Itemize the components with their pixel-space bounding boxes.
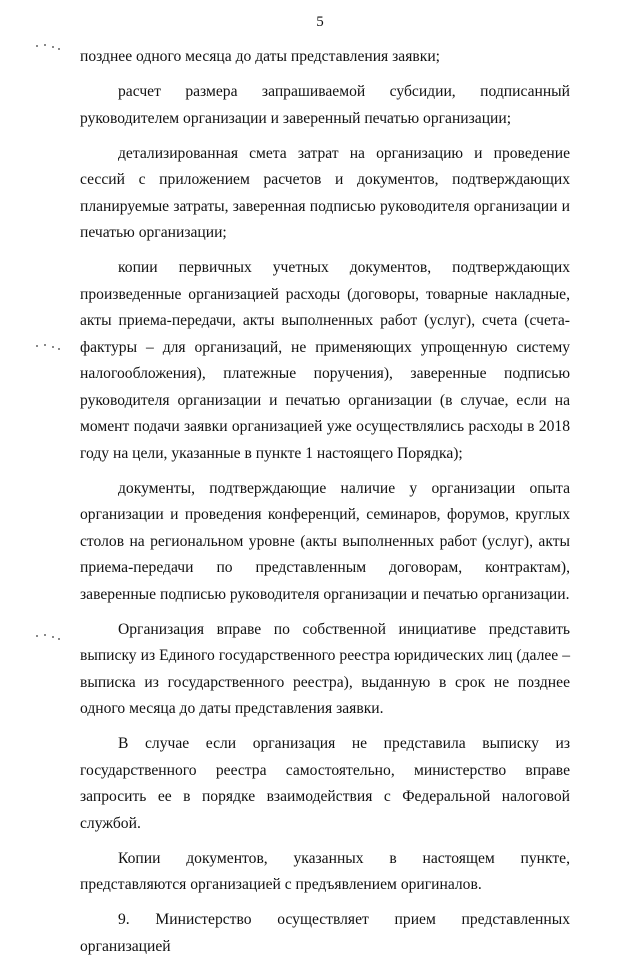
paragraph-2: расчет размера запрашиваемой субсидии, подписанный руководителем организации и заверенный печатью организации; bbox=[80, 83, 570, 127]
paragraph-9: 9. Министерство осуществляет прием представленных организацией bbox=[80, 911, 570, 955]
paragraph-5: документы, подтверждающие наличие у организации опыта организации и проведения конференций, семинаров, форумов, круглых столов на региональном уровне (акты выполненных работ (услуг), акты приема-передачи по представленным договорам, контрактам), заверенные подписью руководителя организации и печатью организации. bbox=[80, 479, 570, 603]
paragraph-6: Организация вправе по собственной инициативе представить выписку из Единого государственного реестра юридических лиц (далее – выписка из государственного реестра), выданную в срок не позднее одного месяца до даты представления заявки. bbox=[80, 620, 570, 717]
paragraph-3: детализированная смета затрат на организацию и проведение сессий с приложением расчетов и документов, подтверждающих планируемые затраты, заверенная подписью руководителя организации и печатью организации; bbox=[80, 144, 570, 241]
paragraph-4: копии первичных учетных документов, подтверждающих произведенные организацией расходы (договоры, товарные накладные, акты приема-передачи, акты выполненных работ (услуг), счета (счета-фактуры – для организаций, не применяющих упрощенную систему налогообложения), платежные поручения), заверенные подписью руководителя организации и печатью организации (в случае, если на момент подачи заявки организацией уже осуществлялись расходы в 2018 году на цели, указанные в пункте 1 настоящего Порядка); bbox=[80, 259, 570, 462]
paragraph-8: Копии документов, указанных в настоящем пункте, представляются организацией с предъявлением оригиналов. bbox=[80, 849, 570, 893]
document-body bbox=[80, 44, 570, 969]
scan-mark-middle bbox=[36, 342, 62, 350]
paragraph-7: В случае если организация не представила выписку из государственного реестра самостоятельно, министерство вправе запросить ее в порядке взаимодействия с Федеральной налоговой службой. bbox=[80, 735, 570, 832]
scan-mark-lower bbox=[36, 632, 62, 640]
page-number: 5 bbox=[316, 14, 324, 30]
scan-mark-top bbox=[36, 42, 62, 50]
paragraph-1: позднее одного месяца до даты представления заявки; bbox=[80, 48, 441, 65]
